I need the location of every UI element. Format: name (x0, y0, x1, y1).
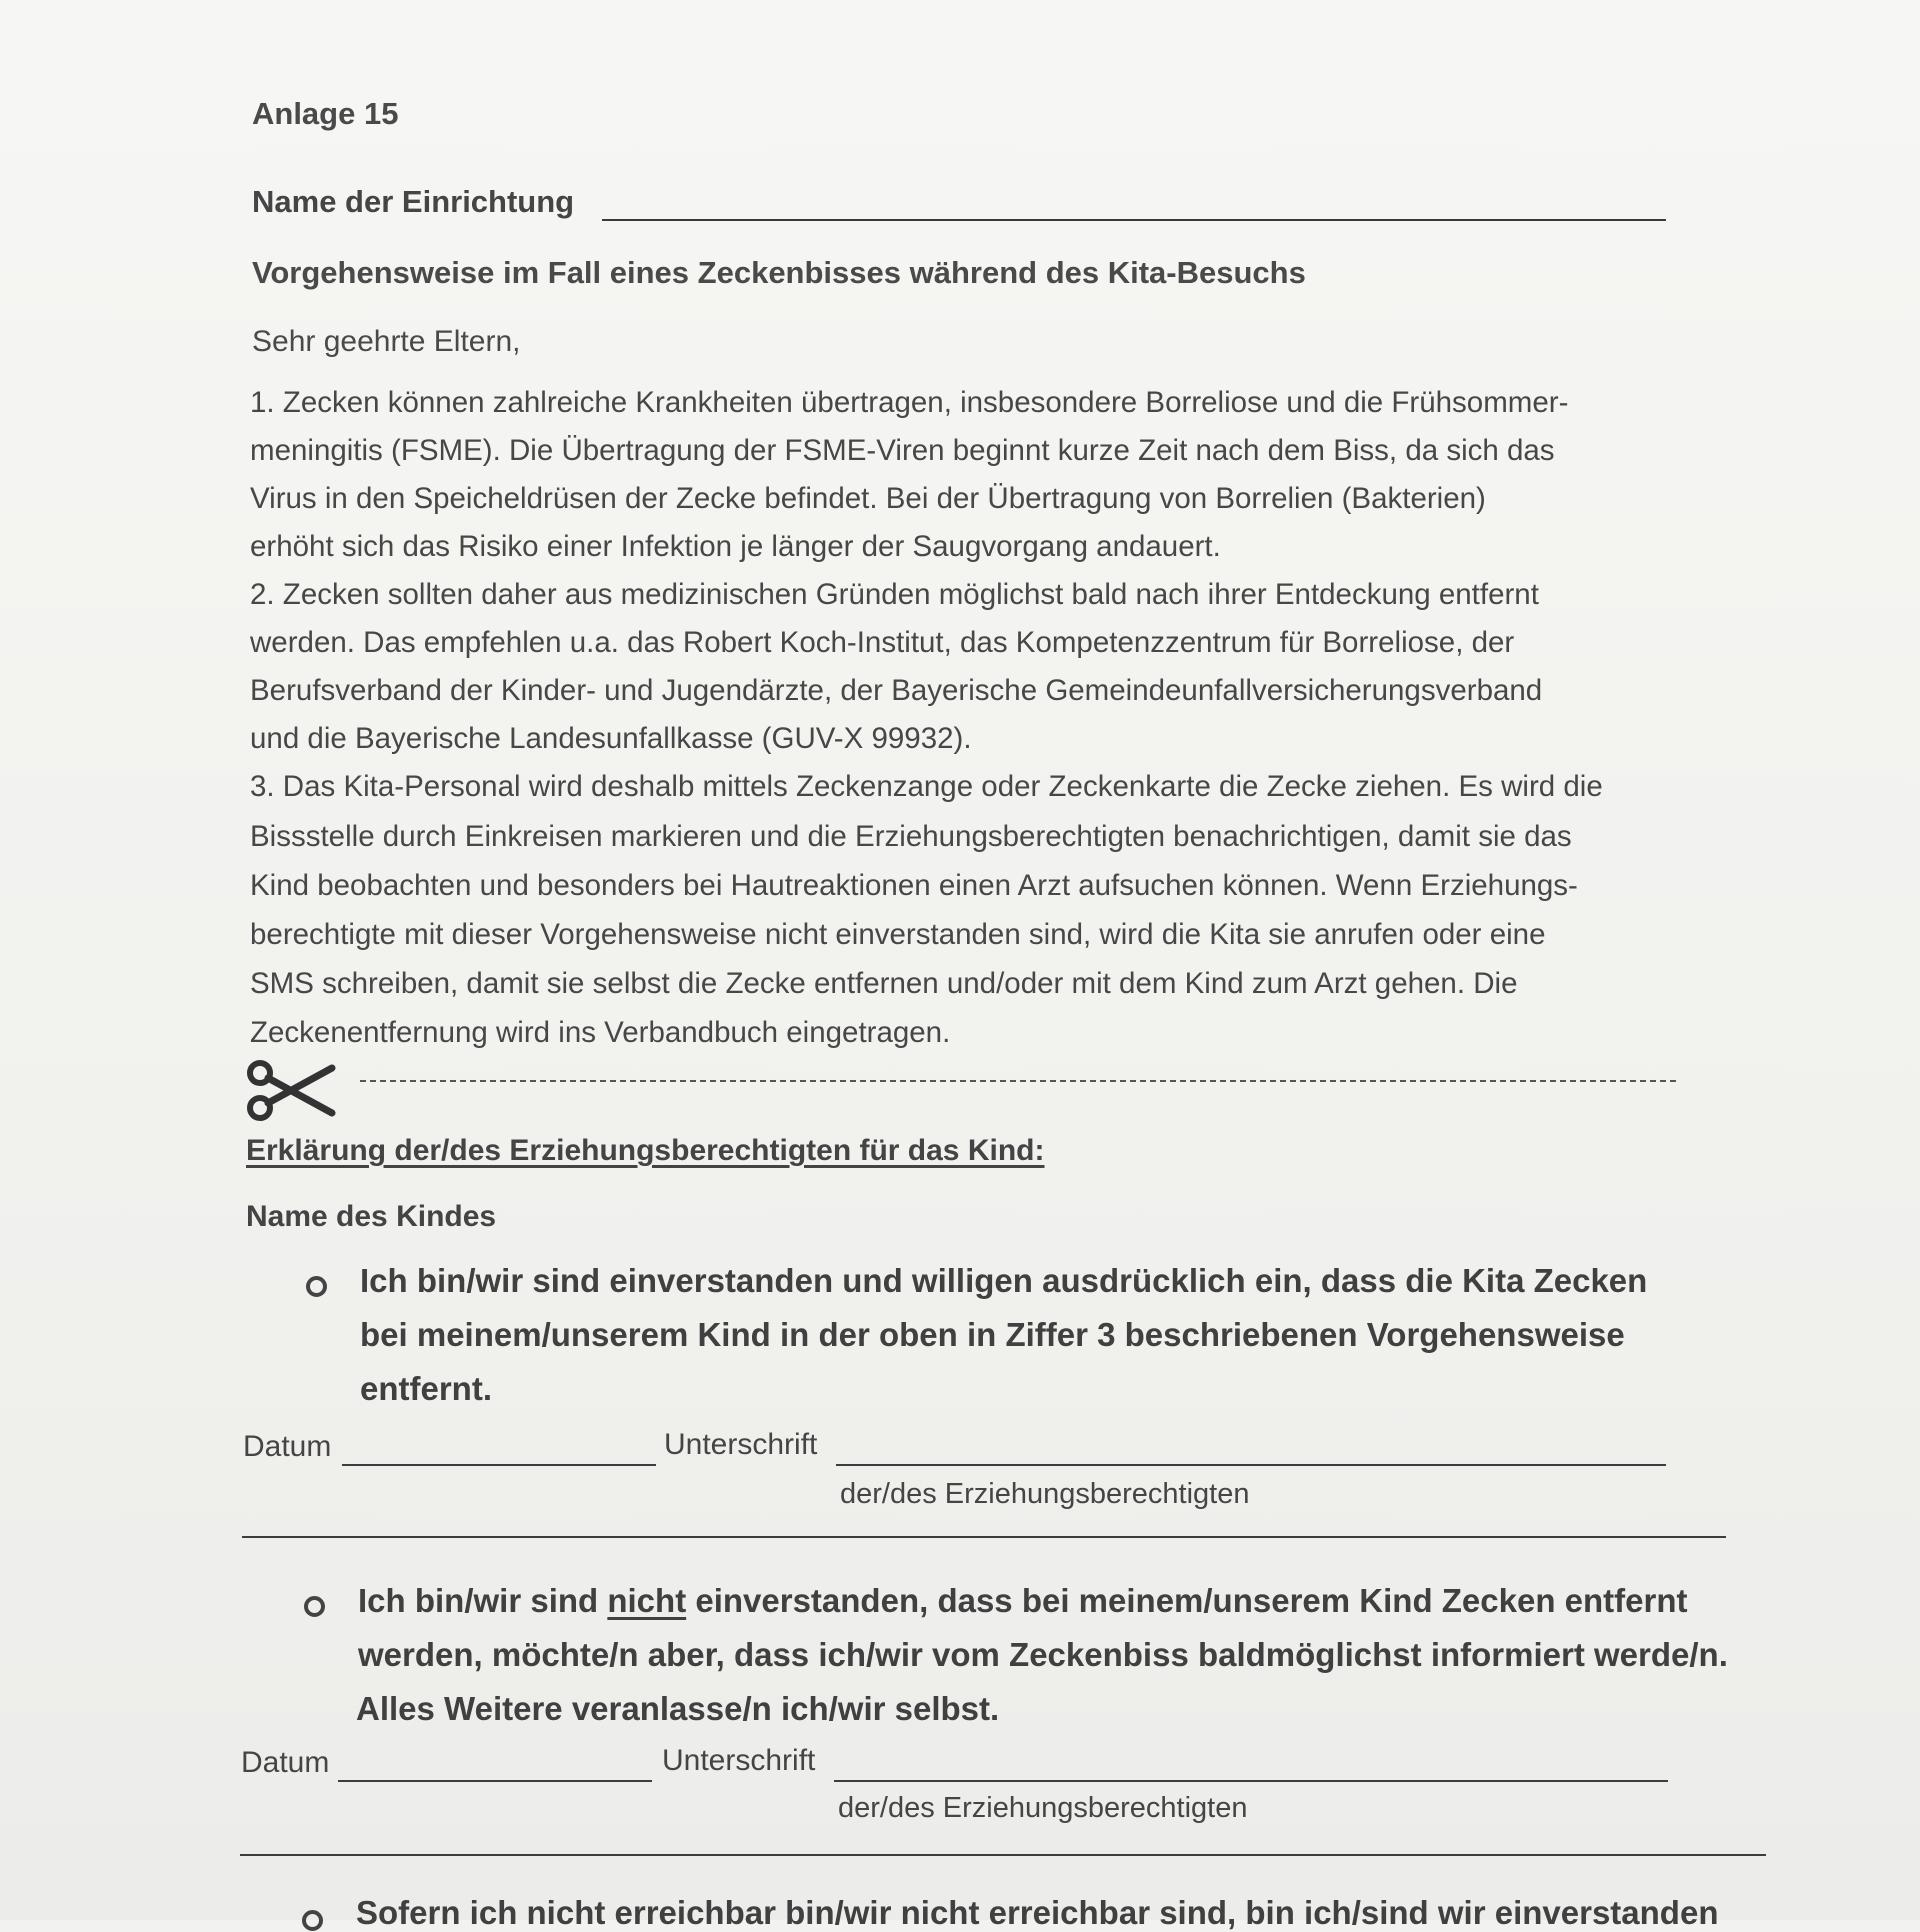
separator-line (240, 1854, 1766, 1856)
salutation: Sehr geehrte Eltern, (252, 325, 521, 358)
option-3-radio[interactable] (302, 1910, 323, 1931)
body-line: Berufsverband der Kinder- und Jugendärzte, der Bayerische Gemeindeunfallversicherungsverband (250, 674, 1543, 707)
body-line: erhöht sich das Risiko einer Infektion je länger der Saugvorgang andauert. (250, 530, 1221, 563)
option-1-text: entfernt. (360, 1370, 492, 1407)
body-line: 3. Das Kita-Personal wird deshalb mittels Zeckenzange oder Zeckenkarte die Zecke ziehen. Es wird die (250, 770, 1603, 803)
body-line: und die Bayerische Landesunfallkasse (GUV-X 99932). (250, 722, 972, 755)
date-field-2[interactable] (338, 1780, 652, 1782)
option-1-text: Ich bin/wir sind einverstanden und willigen ausdrücklich ein, dass die Kita Zecken (360, 1262, 1648, 1299)
annex-label: Anlage 15 (252, 96, 399, 131)
option-2-radio[interactable] (304, 1596, 325, 1617)
body-line: Zeckenentfernung wird ins Verbandbuch eingetragen. (250, 1016, 951, 1049)
date-label: Datum (243, 1430, 332, 1463)
date-field-1[interactable] (342, 1464, 656, 1466)
option-2-text: werden, möchte/n aber, dass ich/wir vom Zeckenbiss baldmöglichst informiert werde/n. (358, 1636, 1728, 1673)
body-line: berechtigte mit dieser Vorgehensweise nicht einverstanden sind, wird die Kita sie anrufen oder eine (250, 918, 1546, 951)
child-name-label: Name des Kindes (246, 1200, 497, 1233)
signature-field-1[interactable] (836, 1464, 1666, 1466)
scissors-icon (242, 1058, 336, 1124)
declaration-title: Erklärung der/des Erziehungsberechtigten für das Kind: (246, 1134, 1045, 1167)
body-line: Virus in den Speicheldrüsen der Zecke befindet. Bei der Übertragung von Borrelien (Bakterien) (250, 482, 1486, 515)
body-line: SMS schreiben, damit sie selbst die Zecke entfernen und/oder mit dem Kind zum Arzt gehen. Die (250, 967, 1518, 1000)
signature-label: Unterschrift (662, 1744, 816, 1777)
signature-label: Unterschrift (664, 1428, 818, 1461)
institution-name-line (602, 219, 1666, 221)
signature-sub-label: der/des Erziehungsberechtigten (840, 1478, 1250, 1510)
body-line: Kind beobachten und besonders bei Hautreaktionen einen Arzt aufsuchen können. Wenn Erziehungs- (250, 869, 1578, 902)
body-line: 1. Zecken können zahlreiche Krankheiten übertragen, insbesondere Borreliose und die Frühsommer- (250, 386, 1569, 419)
option-2-text: Alles Weitere veranlasse/n ich/wir selbst. (356, 1690, 1000, 1727)
cut-line (360, 1080, 1676, 1082)
body-line: meningitis (FSME). Die Übertragung der FSME-Viren beginnt kurze Zeit nach dem Biss, da sich das (250, 434, 1555, 467)
signature-sub-label: der/des Erziehungsberechtigten (838, 1792, 1248, 1824)
date-label: Datum (241, 1746, 330, 1779)
option-1-text: bei meinem/unserem Kind in der oben in Ziffer 3 beschriebenen Vorgehensweise (360, 1316, 1625, 1353)
option-1-radio[interactable] (306, 1276, 327, 1297)
document-heading: Vorgehensweise im Fall eines Zeckenbisses während des Kita-Besuchs (252, 255, 1306, 290)
body-line: 2. Zecken sollten daher aus medizinischen Gründen möglichst bald nach ihrer Entdeckung entfernt (250, 578, 1539, 611)
option-3-text: Sofern ich nicht erreichbar bin/wir nicht erreichbar sind, bin ich/sind wir einverstanden (356, 1894, 1719, 1931)
separator-line (242, 1536, 1726, 1538)
body-line: Bissstelle durch Einkreisen markieren und die Erziehungsberechtigten benachrichtigen, damit sie das (250, 820, 1572, 853)
option-2-text: Ich bin/wir sind nicht einverstanden, dass bei meinem/unserem Kind Zecken entfernt (358, 1582, 1688, 1619)
signature-field-2[interactable] (834, 1780, 1668, 1782)
body-line: werden. Das empfehlen u.a. das Robert Koch-Institut, das Kompetenzzentrum für Borreliose, der (250, 626, 1515, 659)
institution-label: Name der Einrichtung (252, 184, 575, 219)
